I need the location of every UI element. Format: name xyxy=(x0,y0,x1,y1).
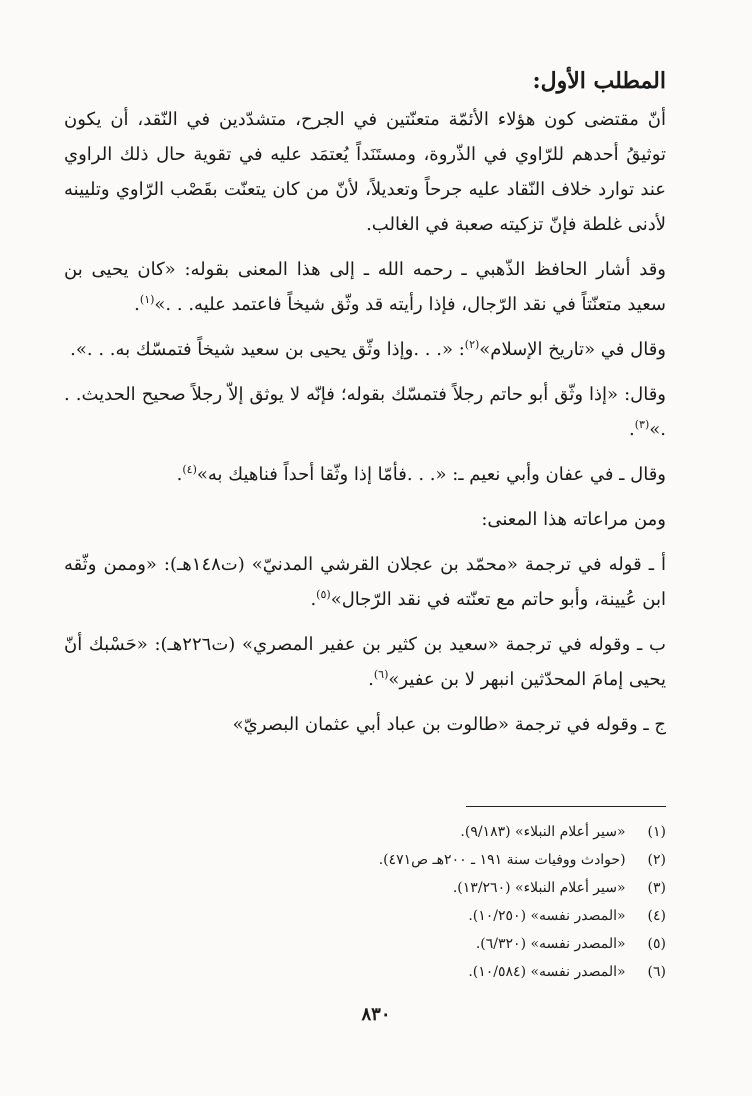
footnote-text: «سير أعلام النبلاء» (٩/١٨٣). xyxy=(460,824,626,840)
footnote xyxy=(64,818,666,846)
footnote-number: (٦) xyxy=(647,964,666,980)
paragraph-text-cont: : «. . .وإذا وثّق يحيى بن سعيد شيخاً فتمسّك به. . .». xyxy=(70,339,465,360)
paragraph-text: وقال في «تاريخ الإسلام» xyxy=(479,339,666,360)
footnote-ref[interactable]: (٣) xyxy=(634,418,650,431)
paragraph-text: أنّ مقتضى كون هؤلاء الأئمّة متعنّتين في الجرح، متشدّدين في النّقد، أن يكون توثيقُ أحدهم للرّاوي في الذّروة، ومستَنَداً يُعتمَد عليه في تقوية حال ذلك الراوي عند توارد خلاف النّقاد عليه جرحاً وتعديلاً، لأنّ من كان يتعنّت بقَصْب الرّاوي وتليينه لأدنى غلطة فإنّ تزكيته صعبة في الغالب. xyxy=(64,109,666,235)
footnote-number: (١) xyxy=(647,824,666,840)
footnote-number: (٤) xyxy=(647,908,666,924)
paragraph-text: ب ـ وقوله في ترجمة «سعيد بن كثير بن عفير المصري» (ت٢٢٦هـ): «حَسْبك أنّ يحيى إمامَ المحدّثين انبهر لا بن عفير» xyxy=(64,634,666,690)
paragraph-6 xyxy=(64,502,666,537)
footnote-ref[interactable]: (٦) xyxy=(373,668,389,681)
paragraph-7 xyxy=(64,547,666,617)
footnote xyxy=(64,902,666,930)
footnote-text: «سير أعلام النبلاء» (١٣/٢٦٠). xyxy=(452,880,626,896)
paragraph-1 xyxy=(64,102,666,242)
paragraph-5 xyxy=(64,457,666,492)
footnote xyxy=(64,958,666,986)
paragraph-text-cont: . xyxy=(176,464,183,485)
footnote-ref[interactable]: (١) xyxy=(139,293,155,306)
paragraph-text-cont: . xyxy=(368,669,374,690)
footnote-divider xyxy=(466,806,666,807)
footnote-number: (٣) xyxy=(647,880,666,896)
footnotes xyxy=(64,818,666,986)
page-number: ٨٣٠ xyxy=(361,1004,391,1025)
paragraph-3 xyxy=(64,332,666,367)
paragraph-text: أ ـ قوله في ترجمة «محمّد بن عجلان القرشي المدنيّ» (ت١٤٨هـ): «وممن وثّقه ابن عُيينة، وأبو حاتم مع تعنّته في نقد الرّجال» xyxy=(64,554,666,610)
paragraph-text: ج ـ وقوله في ترجمة «طالوت بن عباد أبي عثمان البصريّ» xyxy=(232,714,666,735)
footnote-text: «المصدر نفسه» (١٠/٢٥٠). xyxy=(468,908,626,924)
footnote-ref[interactable]: (٥) xyxy=(316,588,331,601)
footnote xyxy=(64,874,666,902)
paragraph-text: وقد أشار الحافظ الذّهبي ـ رحمه الله ـ إلى هذا المعنى بقوله: «كان يحيى بن سعيد متعنّتاً في نقد الرّجال، فإذا رأيته قد وثّق شيخاً فاعتمد عليه. . .» xyxy=(64,259,666,315)
paragraph-8 xyxy=(64,627,666,697)
paragraph-text-cont: . xyxy=(629,419,635,440)
footnote-text: «المصدر نفسه» (١٠/٥٨٤). xyxy=(468,964,626,980)
section-heading: المطلب الأول: xyxy=(532,68,666,94)
paragraph-4 xyxy=(64,377,666,447)
paragraph-text-cont: . xyxy=(310,589,317,610)
footnote-number: (٢) xyxy=(647,852,666,868)
paragraph-9 xyxy=(64,707,666,742)
paragraph-text: ومن مراعاته هذا المعنى: xyxy=(481,509,666,530)
footnote xyxy=(64,930,666,958)
paragraph-text: وقال ـ في عفان وأبي نعيم ـ: «. . .فأمّا إذا وثّقا أحداً فناهيك به» xyxy=(196,464,666,485)
main-text xyxy=(64,64,666,752)
paragraph-2: وقد أشار الحافظ الذّهبي ـ رحمه الله ـ إلى هذا المعنى بقوله: «كان يحيى بن سعيد متعنّتاً في نقد الرّجال، فإذا رأيته قد وثّق شيخاً فاعتمد عليه. . .»$^{(١)}$. xyxy=(64,259,666,315)
footnote-text: «المصدر نفسه» (٦/٣٢٠). xyxy=(475,936,626,952)
footnote xyxy=(64,846,666,874)
footnote-number: (٥) xyxy=(647,936,666,952)
paragraph-text: وقال: «إذا وثّق أبو حاتم رجلاً فتمسّك بقوله؛ فإنّه لا يوثق إلاّ رجلاً صحيح الحديث. . .» xyxy=(64,384,666,440)
footnote-ref[interactable]: (٢) xyxy=(464,338,480,351)
footnote-text: (حوادث ووفيات سنة ١٩١ ـ ٢٠٠هـ ص٤٧١). xyxy=(378,852,626,868)
footnote-ref[interactable]: (٤) xyxy=(182,463,197,476)
